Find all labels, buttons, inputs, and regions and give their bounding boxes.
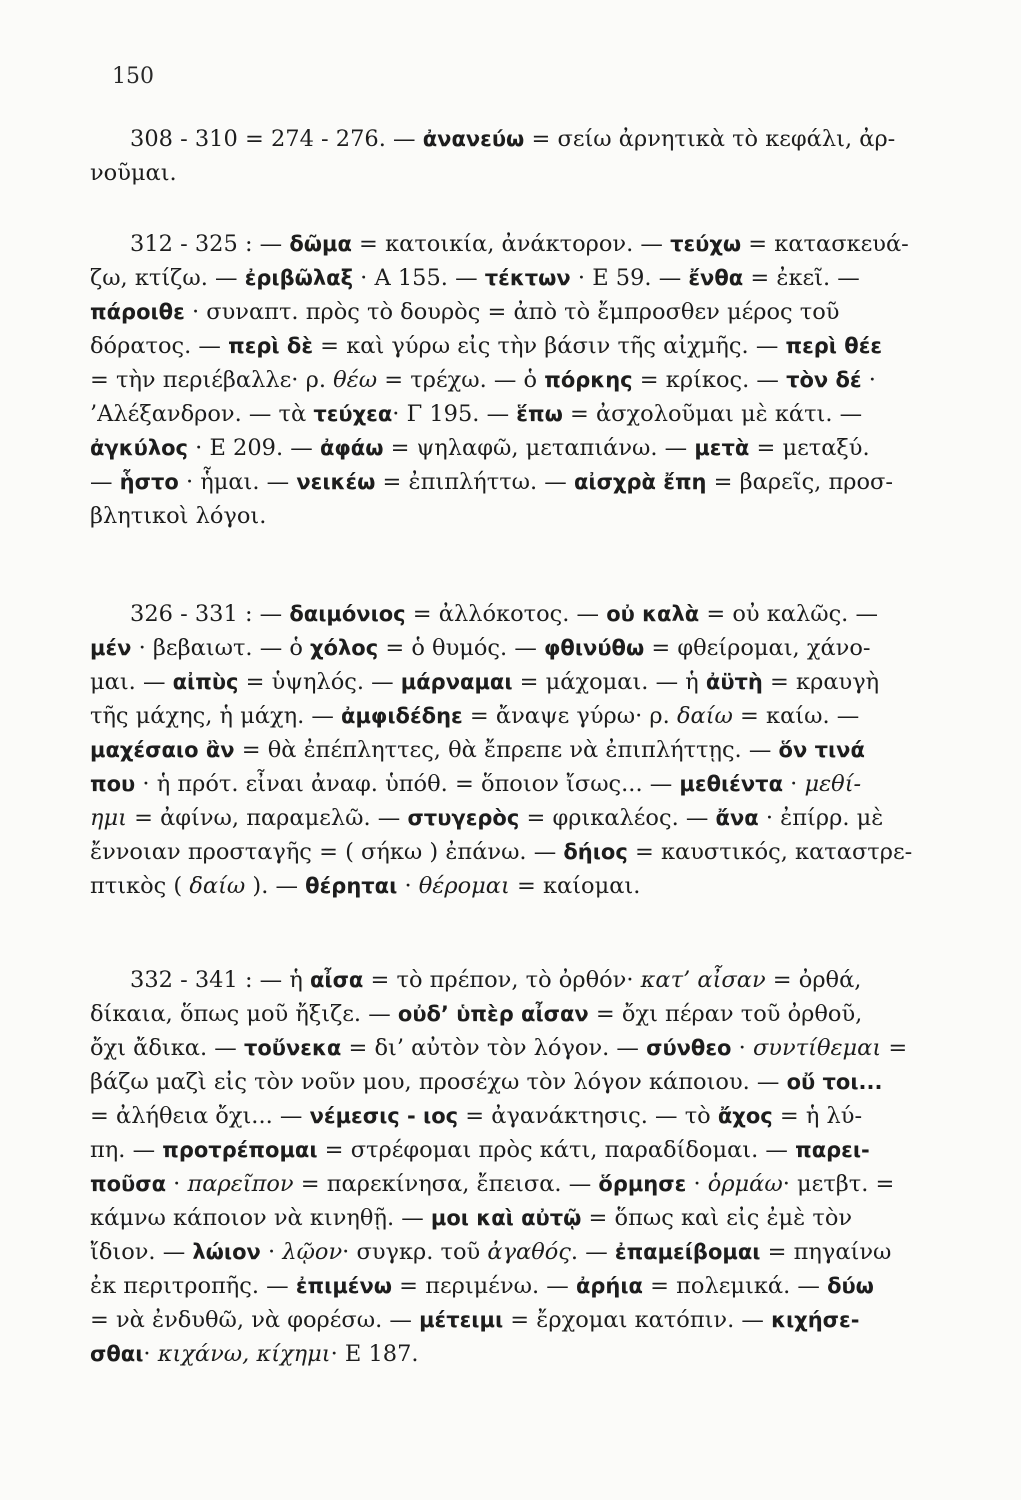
text-line [90, 156, 932, 190]
text-line [90, 869, 932, 903]
headword: δήιος [563, 840, 628, 864]
gloss-text: πτικὸς ( [90, 873, 190, 899]
headword: οὐδ’ ὑπὲρ αἶσαν [397, 1002, 589, 1026]
gloss-text: = ἐπιπλήττω. — [375, 469, 574, 495]
headword: προτρέπομαι [162, 1138, 318, 1162]
gloss-text: ζω, κτίζω. — [90, 265, 245, 291]
gloss-text: = ἀλλόκοτος. — [405, 601, 607, 627]
italic-term: λῷον [282, 1239, 343, 1265]
gloss-text: · Ε 209. — [188, 435, 320, 461]
text-line [90, 699, 932, 733]
headword: σθαι [90, 1342, 144, 1366]
text-line [90, 363, 932, 397]
headword: νεικέω [296, 470, 376, 494]
headword: τὸν δέ [786, 368, 862, 392]
text-line [90, 801, 932, 835]
text-line [90, 1065, 932, 1099]
text-line [90, 295, 932, 329]
gloss-text: = δι’ αὐτὸν τὸν λόγον. — [341, 1035, 647, 1061]
gloss-text: · ἧμαι. — [178, 469, 297, 495]
gloss-text: = παρεκίνησα, ἔπεισα. — [293, 1171, 599, 1197]
gloss-text: — [90, 469, 120, 495]
text-line [90, 227, 932, 261]
headword: οὐ καλὰ [606, 602, 700, 626]
gloss-text: · [260, 1239, 283, 1265]
text-line [90, 465, 932, 499]
gloss-text: · Ε 187. [330, 1341, 419, 1367]
headword: χόλος [310, 636, 379, 660]
gloss-text: = καίομαι. [509, 873, 641, 899]
headword: κιχήσε- [771, 1308, 860, 1332]
headword: φθινύθω [544, 636, 645, 660]
gloss-text: · Α 155. — [353, 265, 485, 291]
gloss-text: = ὅπως καὶ εἰς ἐμὲ τὸν [581, 1205, 853, 1231]
text-line [90, 1099, 932, 1133]
headword: ἔνθα [688, 266, 744, 290]
entry-lines-332-341 [90, 963, 932, 1371]
headword: ἐπαμείβομαι [614, 1240, 761, 1264]
text-line [90, 631, 932, 665]
gloss-text: ἐκ περιτροπῆς. — [90, 1273, 296, 1299]
gloss-text: = ἀγανάκτησις. — τὸ [458, 1103, 718, 1129]
gloss-text: 312 - 325 : — [130, 231, 290, 257]
text-line [90, 1167, 932, 1201]
headword: περὶ δὲ [228, 334, 314, 358]
gloss-text: τῆς μάχης, ἡ μάχη. — [90, 703, 342, 729]
italic-term: θέρομαι [418, 873, 510, 899]
headword: θέρηται [305, 874, 398, 898]
headword: νέμεσις - ιος [309, 1104, 459, 1128]
gloss-text: = τρέχω. — ὁ [377, 367, 545, 393]
headword: ἄνα [715, 806, 759, 830]
headword: τεύχω [670, 232, 742, 256]
gloss-text: = βαρεῖς, προσ- [706, 469, 894, 495]
italic-term: μεθί- [804, 771, 862, 797]
headword: πόρκης [544, 368, 633, 392]
gloss-text: = τὸ πρέπον, τὸ ὀρθόν· [363, 967, 641, 993]
gloss-text: = καὶ γύρω εἰς τὴν βάσιν τῆς αἰχμῆς. — [313, 333, 786, 359]
headword: τεύχεα [313, 402, 393, 426]
italic-term: ἀγαθός [487, 1239, 571, 1265]
text-line [90, 997, 932, 1031]
gloss-text: βλητικοὶ λόγοι. [90, 503, 267, 529]
text-line [90, 397, 932, 431]
gloss-text: = ψηλαφῶ, μεταπιάνω. — [383, 435, 695, 461]
entry-lines-326-331 [90, 597, 932, 903]
text-line [90, 1337, 932, 1371]
headword: στυγερὸς [407, 806, 520, 830]
headword: ἀφάω [319, 436, 384, 460]
gloss-text: = κατοικία, ἀνάκτορον. — [351, 231, 671, 257]
gloss-text: = ὄχι πέραν τοῦ ὀρθοῦ, [588, 1001, 863, 1027]
headword: δαιμόνιος [289, 602, 406, 626]
gloss-text: · συγκρ. τοῦ [342, 1239, 488, 1265]
gloss-text: = ὀρθά, [765, 967, 862, 993]
text-line [90, 665, 932, 699]
gloss-text: . — [570, 1239, 615, 1265]
gloss-text: · [783, 771, 805, 797]
gloss-text: · [861, 367, 876, 393]
text-line [90, 767, 932, 801]
italic-term: κατ’ αἶσαν [640, 967, 766, 993]
gloss-text: 332 - 341 : — ἡ [130, 967, 310, 993]
gloss-text: · [686, 1171, 708, 1197]
gloss-text: ἴδιον. — [90, 1239, 193, 1265]
headword: σύνθεο [646, 1036, 732, 1060]
gloss-text: · βεβαιωτ. — ὁ [131, 635, 311, 661]
headword: αἶσα [309, 968, 364, 992]
italic-term: ὁρμάω [707, 1171, 783, 1197]
gloss-text: · ἐπίρρ. μὲ [758, 805, 884, 831]
gloss-text: = ἀλήθεια ὄχι... — [90, 1103, 310, 1129]
headword: λώιον [192, 1240, 261, 1264]
gloss-text: δόρατος. — [90, 333, 229, 359]
headword: μαχέσαιο ἂν [90, 738, 235, 762]
text-line [90, 1031, 932, 1065]
italic-term: δαίω [189, 873, 246, 899]
headword: τέκτων [484, 266, 571, 290]
gloss-text: = ἐκεῖ. — [743, 265, 860, 291]
gloss-text: · μετβτ. = [782, 1171, 895, 1197]
headword: ἄχος [717, 1104, 773, 1128]
text-line [90, 122, 932, 156]
italic-term: κιχάνω, κίχημι [157, 1341, 331, 1367]
gloss-text: = καίω. — [732, 703, 860, 729]
entry-lines-308-310 [90, 122, 932, 190]
gloss-text: = στρέφομαι πρὸς κάτι, παραδίδομαι. — [317, 1137, 796, 1163]
headword: μεθιέντα [679, 772, 783, 796]
italic-term: παρεῖπον [187, 1171, 294, 1197]
gloss-text: · Γ 195. — [392, 401, 517, 427]
text-line [90, 431, 932, 465]
headword: οὔ τοι... [786, 1070, 883, 1094]
text-line [90, 1133, 932, 1167]
italic-term: ημι [90, 805, 127, 831]
gloss-text: · [143, 1341, 158, 1367]
gloss-text: = ἡ λύ- [772, 1103, 863, 1129]
gloss-text: · συναπτ. πρὸς τὸ δουρὸς = ἀπὸ τὸ ἔμπροσθεν μέρος τοῦ [184, 299, 840, 325]
headword: ἀνανεύω [422, 127, 525, 151]
gloss-text: · [397, 873, 419, 899]
gloss-text: ἔννοιαν προσταγῆς = ( σήκω ) ἐπάνω. — [90, 839, 564, 865]
headword: ἀρήια [575, 1274, 643, 1298]
headword: μετὰ [694, 436, 750, 460]
gloss-text: μαι. — [90, 669, 173, 695]
text-line [90, 261, 932, 295]
gloss-text: = νὰ ἐνδυθῶ, νὰ φορέσω. — [90, 1307, 420, 1333]
gloss-text: · Ε 59. — [570, 265, 689, 291]
gloss-text: = περιμένω. — [392, 1273, 576, 1299]
gloss-text: = μεταξύ. [749, 435, 870, 461]
gloss-text: ’Αλέξανδρον. — τὰ [90, 401, 314, 427]
headword: ἐπιμένω [295, 1274, 393, 1298]
headword: ἀϋτὴ [705, 670, 763, 694]
gloss-text: = τὴν περιέβαλλε· ρ. [90, 367, 334, 393]
headword: ὅν τινά [778, 738, 865, 762]
text-line [90, 499, 932, 533]
text-line [90, 1303, 932, 1337]
text-line [90, 1269, 932, 1303]
headword: ἀγκύλος [90, 436, 188, 460]
gloss-text: = ἀσχολοῦμαι μὲ κάτι. — [562, 401, 863, 427]
text-line [90, 963, 932, 997]
headword: ἕπω [516, 402, 563, 426]
text-line [90, 1201, 932, 1235]
headword: μέν [90, 636, 132, 660]
gloss-text: 308 - 310 = 274 - 276. — [130, 126, 423, 152]
gloss-text: = οὐ καλῶς. — [699, 601, 878, 627]
headword: μάρναμαι [400, 670, 513, 694]
gloss-text: = φθείρομαι, χάνο- [644, 635, 871, 661]
gloss-text: νοῦμαι. [90, 160, 177, 186]
headword: περὶ θέε [785, 334, 883, 358]
headword: τοὔνεκα [243, 1036, 342, 1060]
gloss-text: = κρίκος. — [632, 367, 787, 393]
text-line [90, 597, 932, 631]
gloss-text: = κατασκευά- [741, 231, 909, 257]
gloss-text: = κραυγὴ [762, 669, 880, 695]
headword: αἰπὺς [172, 670, 239, 694]
gloss-text: = θὰ ἐπέπληττες, θὰ ἔπρεπε νὰ ἐπιπλήττῃς. — [234, 737, 779, 763]
gloss-text: = φρικαλέος. — [519, 805, 716, 831]
page-number: 150 [112, 64, 154, 89]
headword: μοι καὶ αὐτῷ [430, 1206, 582, 1230]
headword: που [90, 772, 136, 796]
italic-term: δαίω [676, 703, 733, 729]
entry-lines-312-325 [90, 227, 932, 533]
gloss-text: = πηγαίνω [760, 1239, 892, 1265]
text-line [90, 1235, 932, 1269]
gloss-text: = πολεμικά. — [642, 1273, 828, 1299]
headword: μέτειμι [419, 1308, 504, 1332]
gloss-text: · [731, 1035, 753, 1061]
gloss-text: ). — [245, 873, 306, 899]
headword: ποῦσα [90, 1172, 167, 1196]
italic-term: θέω [333, 367, 378, 393]
gloss-text: = ἄναψε γύρω· ρ. [462, 703, 677, 729]
gloss-text: πη. — [90, 1137, 163, 1163]
gloss-text: κάμνω κάποιον νὰ κινηθῇ. — [90, 1205, 431, 1231]
headword: ἐριβῶλαξ [244, 266, 353, 290]
headword: ὅρμησε [598, 1172, 687, 1196]
gloss-text: = σείω ἀρνητικὰ τὸ κεφάλι, ἀρ- [524, 126, 896, 152]
headword: πάροιθε [90, 300, 185, 324]
gloss-text: = ἔρχομαι κατόπιν. — [503, 1307, 772, 1333]
headword: ἀμφιδέδηε [341, 704, 463, 728]
gloss-text: βάζω μαζὶ εἰς τὸν νοῦν μου, προσέχω τὸν λόγον κάποιου. — [90, 1069, 787, 1095]
italic-term: συντίθεμαι [752, 1035, 882, 1061]
gloss-text: · ἡ πρότ. εἶναι ἀναφ. ὑπόθ. = ὅποιον ἴσως... — [135, 771, 680, 797]
headword: δῶμα [289, 232, 352, 256]
headword: παρει- [795, 1138, 870, 1162]
headword: ἧστο [119, 470, 179, 494]
gloss-text: = μάχομαι. — ἡ [512, 669, 706, 695]
headword: δύω [827, 1274, 874, 1298]
text-line [90, 835, 932, 869]
gloss-text: = [881, 1035, 908, 1061]
gloss-text: ὄχι ἄδικα. — [90, 1035, 244, 1061]
gloss-text: = ὁ θυμός. — [378, 635, 544, 661]
text-line [90, 329, 932, 363]
gloss-text: 326 - 331 : — [130, 601, 290, 627]
gloss-text: · [166, 1171, 188, 1197]
gloss-text: = καυστικός, καταστρε- [627, 839, 913, 865]
gloss-text: = ἀφίνω, παραμελῶ. — [126, 805, 408, 831]
gloss-text: = ὑψηλός. — [238, 669, 401, 695]
headword: αἰσχρὰ ἔπη [573, 470, 707, 494]
gloss-text: δίκαια, ὅπως μοῦ ἤξιζε. — [90, 1001, 398, 1027]
text-line [90, 733, 932, 767]
